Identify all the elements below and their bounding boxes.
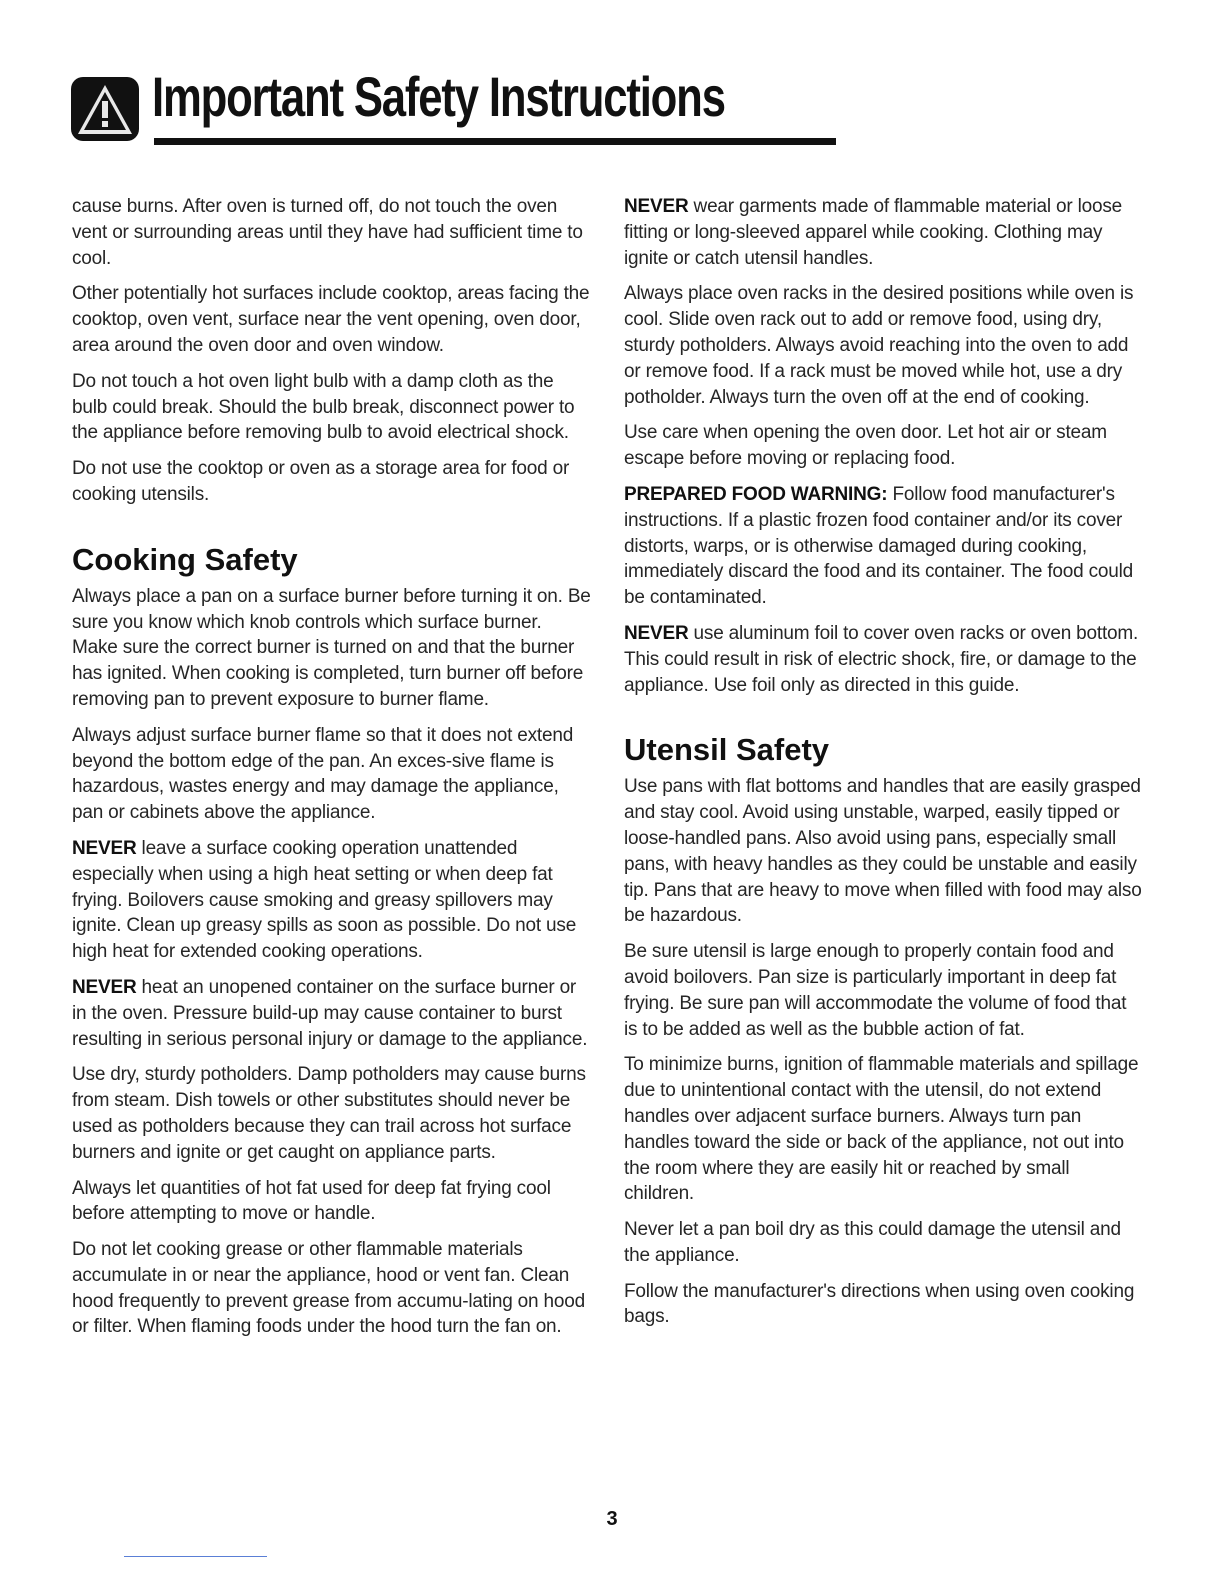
page-title: Important Safety Instructions <box>152 65 725 128</box>
paragraph: Always adjust surface burner flame so that it does not extend beyond the bottom edge of the pan. An exces-sive flame is hazardous, wastes energy and may damage the appliance, pan or cabinets above the appliance. <box>72 724 574 824</box>
paragraph: Use pans with flat bottoms and handles that are easily grasped and stay cool. Avoid using unstable, warped, easily tipped or loose-handled pans. Also avoid using pans, especially small pans, with heavy handles as they could be unstable and easily tip. Pans that are heavy to move when filled with food may also be hazardous. <box>624 776 1142 927</box>
paragraph: PREPARED FOOD WARNING: Follow food manufacturer's instructions. If a plastic frozen food container and/or its cover distorts, warps, or is otherwise damaged during cooking, immediately discard the food and its container. The food could be contaminated. <box>624 483 1134 609</box>
warning-lead: PREPARED FOOD WARNING: <box>624 483 888 505</box>
title-underline <box>154 138 836 145</box>
left-column <box>72 194 592 1350</box>
paragraph: NEVER leave a surface cooking operation unattended especially when using a high heat setting or when deep fat frying. Boilovers cause smoking and greasy spillovers may ignite. Clean up greasy spills as soon as possible. Do not use high heat for extended cooking operations. <box>72 837 577 963</box>
utensil-safety-heading: Utensil Safety <box>624 732 830 768</box>
paragraph: NEVER wear garments made of flammable material or loose fitting or long-sleeved apparel while cooking. Clothing may ignite or catch utensil handles. <box>624 196 1122 269</box>
footer-line <box>124 1556 267 1557</box>
paragraph: Never let a pan boil dry as this could damage the utensil and the appliance. <box>624 1219 1121 1266</box>
paragraph: Do not let cooking grease or other flammable materials accumulate in or near the appliance, hood or vent fan. Clean hood frequently to prevent grease from accumu-lating on hood or filter. When flaming foods under the hood turn the fan on. <box>72 1239 585 1338</box>
warning-triangle-icon <box>70 76 140 142</box>
warning-lead: NEVER <box>72 837 137 859</box>
page-header <box>70 60 770 150</box>
paragraph: Other potentially hot surfaces include cooktop, areas facing the cooktop, oven vent, surface near the vent opening, oven door, area around the oven door and oven window. <box>72 283 590 356</box>
right-column <box>624 194 1144 1340</box>
warning-lead: NEVER <box>72 976 137 998</box>
paragraph: NEVER heat an unopened container on the surface burner or in the oven. Pressure build-up may cause container to burst resulting in serious personal injury or damage to the appliance. <box>72 976 588 1050</box>
paragraph: Do not use the cooktop or oven as a storage area for food or cooking utensils. <box>72 458 570 505</box>
paragraph: To minimize burns, ignition of flammable materials and spillage due to unintentional contact with the utensil, do not extend handles over adjacent surface burners. Always turn pan handles toward the side or back of the appliance, not out into the room where they are easily hit or reached by small children. <box>624 1054 1139 1205</box>
warning-lead: NEVER <box>624 622 689 644</box>
page-number: 3 <box>606 1508 618 1530</box>
paragraph: Always place a pan on a surface burner before turning it on. Be sure you know which knob controls which surface burner. Make sure the correct burner is turned on and that the burner has ignited. When cooking is completed, turn burner off before removing pan to prevent exposure to burner flame. <box>72 585 591 710</box>
paragraph: Use care when opening the oven door. Let hot air or steam escape before moving or replacing food. <box>624 422 1107 470</box>
cooking-safety-heading: Cooking Safety <box>72 541 298 577</box>
paragraph: Do not touch a hot oven light bulb with a damp cloth as the bulb could break. Should the bulb break, disconnect power to the appliance before removing bulb to avoid electrical shock. <box>72 370 575 444</box>
warning-lead: NEVER <box>624 196 689 217</box>
paragraph: Use dry, sturdy potholders. Damp potholders may cause burns from steam. Dish towels or other substitutes should never be used as potholders because they can trail across hot surface burners and ignite or get caught on appliance parts. <box>72 1064 586 1163</box>
paragraph: cause burns. After oven is turned off, do not touch the oven vent or surrounding areas until they have had sufficient time to cool. <box>72 196 583 269</box>
paragraph: Always place oven racks in the desired positions while oven is cool. Slide oven rack out to add or remove food, using dry, sturdy potholders. Always avoid reaching into the oven to add or remove food. If a rack must be moved while hot, use a dry potholder. Always turn the oven off at the end of cooking. <box>624 283 1134 408</box>
paragraph: Always let quantities of hot fat used for deep fat frying cool before attempting to move or handle. <box>72 1177 551 1225</box>
paragraph: Be sure utensil is large enough to properly contain food and avoid boilovers. Pan size is particularly important in deep fat frying. Be sure pan will accommodate the volume of food that is to be added as well as the bubble action of fat. <box>624 941 1127 1040</box>
paragraph: Follow the manufacturer's directions when using oven cooking bags. <box>624 1280 1135 1328</box>
paragraph: NEVER use aluminum foil to cover oven racks or oven bottom. This could result in risk of electric shock, fire, or damage to the appliance. Use foil only as directed in this guide. <box>624 622 1139 696</box>
